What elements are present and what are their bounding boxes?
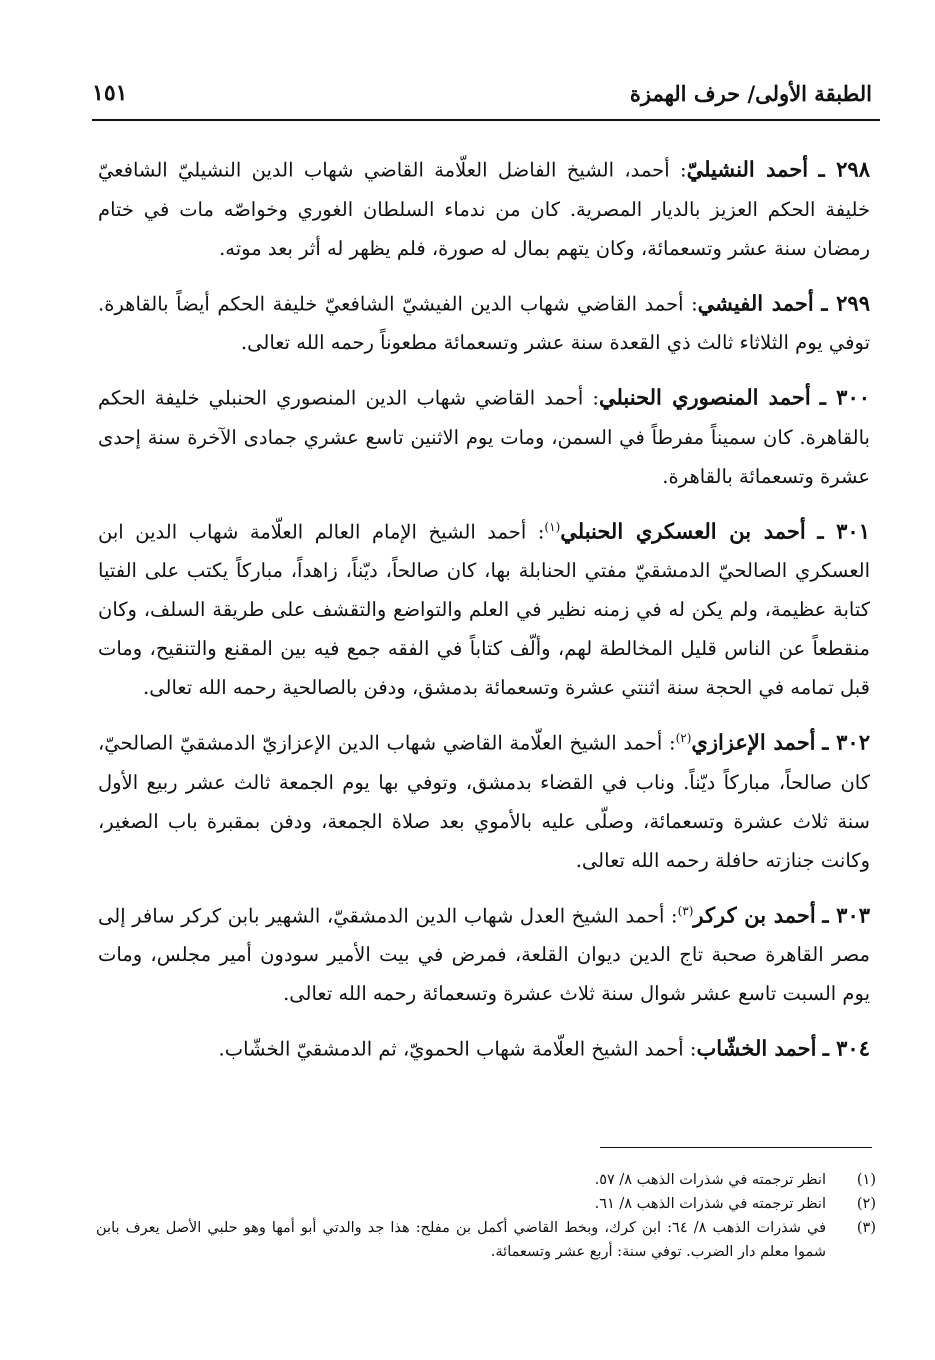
entry-name: أحمد بن العسكري الحنبلي <box>560 518 806 543</box>
footnote-mark: (٣) <box>856 1220 876 1236</box>
biography-entry <box>98 1025 870 1069</box>
entry-name: أحمد المنصوري الحنبلي <box>598 384 811 410</box>
footnote-ref: (٣) <box>677 903 694 918</box>
biography-entry <box>98 280 870 363</box>
footnote <box>96 1192 876 1216</box>
entry-number: ٣٠٠ ـ <box>819 384 871 410</box>
footnote-rule <box>600 1147 872 1148</box>
entry-text: : أحمد الشيخ العلّامة القاضي شهاب الدين الإعزازيّ الدمشقيّ الصالحيّ، كان صالحاً، مباركاً ديّناً. وناب في القضاء بدمشق، وتوفي بها يوم الجمعة ثالث عشر ربيع الأول سنة ثلاث عشرة وتسعمائة، وصلّى عليه بالأموي بعد صلاة الجمعة، ودفن بمقبرة باب الصغير، وكانت جنازته حافلة رحمه الله تعالى. <box>98 731 870 872</box>
page-header <box>92 70 872 116</box>
entry-number: ٣٠٣ ـ <box>822 902 871 927</box>
entry-number: ٣٠٤ ـ <box>822 1035 870 1061</box>
page-body <box>98 146 870 1081</box>
entry-text: : أحمد القاضي شهاب الدين الفيشيّ الشافعيّ خليفة الحكم أيضاً بالقاهرة. توفي يوم الثلاثاء ثالث ذي القعدة سنة عشر وتسعمائة مطعوناً رحمه الله تعالى. <box>98 292 870 354</box>
running-title: الطبقة الأولى/ حرف الهمزة <box>629 80 872 106</box>
footnote-ref: (١) <box>544 519 561 534</box>
entry-name: أحمد الفيشي <box>697 290 814 315</box>
biography-entry <box>98 374 870 496</box>
footnote-text: انظر ترجمته في شذرات الذهب ٨/ ٦١. <box>594 1196 826 1212</box>
entry-number: ٢٩٨ ـ <box>818 156 870 182</box>
footnote <box>96 1216 876 1264</box>
footnote-ref: (٢) <box>675 731 692 745</box>
entry-text: : أحمد القاضي شهاب الدين المنصوري الحنبلي خليفة الحكم بالقاهرة. كان سميناً مفرطاً في السمن، ومات يوم الاثنين تاسع عشري جمادى الآخرة سنة إحدى عشرة وتسعمائة بالقاهرة. <box>98 386 870 488</box>
entry-number: ٣٠٢ ـ <box>822 729 870 755</box>
biography-entry <box>98 719 870 880</box>
entry-name: أحمد النشيليّ <box>686 156 809 182</box>
entry-text: : أحمد، الشيخ الفاضل العلّامة القاضي شهاب الدين النشيليّ الشافعيّ خليفة الحكم العزيز بالديار المصرية. كان من ندماء السلطان الغوري وخواصّه مات في ختام رمضان سنة عشر وتسعمائة، وكان يتهم بمال له صورة، فلم يظهر له أثر بعد موته. <box>98 158 870 260</box>
entry-text: : أحمد الشيخ العلّامة شهاب الحمويّ، ثم الدمشقيّ الخشّاب. <box>218 1037 697 1061</box>
biography-entry <box>98 892 870 1014</box>
header-rule <box>92 119 880 121</box>
biography-entry <box>98 508 870 708</box>
footnote-mark: (٢) <box>856 1196 876 1212</box>
entry-number: ٣٠١ ـ <box>817 518 870 543</box>
entry-name: أحمد بن كركر <box>693 902 816 927</box>
footnote-mark: (١) <box>856 1172 876 1188</box>
entry-text: : أحمد الشيخ العدل شهاب الدين الدمشقيّ، الشهير بابن كركر سافر إلى مصر القاهرة صحبة تاج الدين ديوان القلعة، فمرض في بيت الأمير سودون أمير مجلس، ومات يوم السبت تاسع عشر شوال سنة ثلاث عشرة وتسعمائة رحمه الله تعالى. <box>98 904 870 1005</box>
footnote <box>96 1168 876 1192</box>
entry-name: أحمد الإعزازي <box>691 729 816 755</box>
biography-entry <box>98 146 870 268</box>
entry-text: : أحمد الشيخ الإمام العالم العلّامة شهاب الدين ابن العسكري الصالحيّ الدمشقيّ مفتي الحنابلة بها، كان صالحاً، ديّناً، زاهداً، مباركاً يكتب على الفتيا كتابة عظيمة، ولم يكن له في زمنه نظير في العلم والتواضع والتقشف على طريقة السلف، وكان منقطعاً عن الناس قليل المخالطة لهم، وألّف كتاباً في الفقه جمع فيه بين المقنع والتنقيح، ومات قبل تمامه في الحجة سنة اثنتي عشرة وتسعمائة بدمشق، ودفن بالصالحية رحمه الله تعالى. <box>98 520 870 699</box>
footnote-text: انظر ترجمته في شذرات الذهب ٨/ ٥٧. <box>594 1172 826 1188</box>
footnotes <box>96 1168 876 1264</box>
page-number: ١٥١ <box>92 80 128 106</box>
footnote-text: في شذرات الذهب ٨/ ٦٤: ابن كرك، وبخط القاضي أكمل بن مفلح: هذا جد والدتي أبو أمها وهو حلبي الأصل يعرف بابن شموا معلم دار الضرب. توفي سنة: أربع عشر وتسعمائة. <box>96 1220 827 1260</box>
entry-name: أحمد الخشّاب <box>696 1035 817 1061</box>
entry-number: ٢٩٩ ـ <box>821 290 870 315</box>
